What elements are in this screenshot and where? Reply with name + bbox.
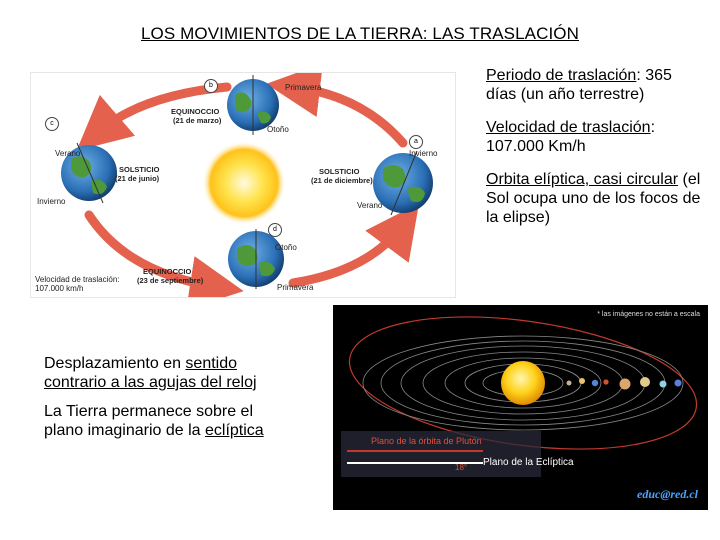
orbita-label: Orbita elíptica, casi circular (486, 171, 679, 188)
primavera-bottom-label: Primavera (277, 283, 314, 292)
periodo-label: Periodo de traslación (486, 67, 637, 84)
orbit-arrow-bottom-right (293, 225, 403, 283)
planet-2 (579, 378, 585, 384)
solar-system-graphic (333, 305, 708, 510)
marker-c: c (45, 117, 59, 131)
velocidad-paragraph (486, 118, 706, 156)
solsticio-left-label: SOLSTICIO (119, 165, 160, 174)
page-title: LOS MOVIMIENTOS DE LA TIERRA: LAS TRASLACIÓN (140, 24, 580, 43)
planet-8 (675, 380, 682, 387)
credit-label: educ@red.cl (637, 487, 698, 501)
left-text-column (44, 354, 296, 454)
plano-paragraph (44, 402, 296, 440)
otono-bottom-label: Otoño (275, 243, 297, 252)
angle-label: 18° (455, 463, 468, 472)
planet-7 (660, 381, 667, 388)
equinoccio-top-date: (21 de marzo) (173, 116, 222, 125)
verano-left-label: Verano (55, 149, 81, 158)
periodo-paragraph (486, 66, 706, 104)
pluto-plane-label: Plano de la órbita de Plutón (371, 436, 482, 446)
marker-b: b (204, 79, 218, 93)
sun-graphic-2 (501, 361, 545, 405)
equinoccio-top-label: EQUINOCCIO (171, 107, 220, 116)
planet-3 (592, 380, 598, 386)
otono-top-label: Otoño (267, 125, 289, 134)
velocidad-label-2: 107.000 km/h (35, 284, 84, 293)
seasons-diagram (30, 72, 456, 298)
desplazamiento-link: sentido contrario a las agujas del reloj (44, 355, 257, 391)
invierno-left-label: Invierno (37, 197, 66, 206)
plano-prefix: La Tierra permanece sobre el plano imaginario de la (44, 403, 253, 439)
invierno-right-label: Invierno (409, 149, 438, 158)
equinoccio-bottom-label: EQUINOCCIO (143, 267, 192, 276)
solsticio-right-label: SOLSTICIO (319, 167, 360, 176)
planet-4 (603, 379, 608, 384)
solsticio-right-date: (21 de diciembre) (311, 176, 373, 185)
marker-a: a (409, 135, 423, 149)
right-text-column (486, 66, 706, 241)
orbit-arrow-top-right (293, 87, 403, 143)
seasons-diagram-graphic (31, 73, 455, 297)
ecliptic-plane-label: Plano de la Eclíptica (483, 457, 574, 468)
planet-5 (620, 379, 631, 390)
equinoccio-bottom-date: (23 de septiembre) (137, 276, 204, 285)
sun-graphic (202, 141, 286, 225)
desplazamiento-paragraph (44, 354, 296, 392)
solsticio-left-date: (21 de junio) (115, 174, 160, 183)
solar-system-image (333, 305, 708, 510)
velocidad-value: : 107.000 Km/h (486, 119, 656, 155)
planet-6 (640, 377, 650, 387)
earth-bottom (228, 229, 284, 289)
marker-d: d (268, 223, 282, 237)
scale-note: * las imágenes no están a escala (597, 311, 700, 318)
orbita-value: (el Sol ocupa uno de los focos de la elipse) (486, 171, 701, 226)
velocidad-label: Velocidad de traslación (486, 119, 651, 136)
orbita-paragraph (486, 170, 706, 227)
velocidad-label-1: Velocidad de traslación: (35, 275, 120, 284)
planet-1 (567, 381, 572, 386)
desplazamiento-prefix: Desplazamiento en (44, 355, 186, 372)
plano-link: eclíptica (205, 422, 264, 439)
primavera-top-label: Primavera (285, 83, 322, 92)
periodo-value: : 365 días (un año terrestre) (486, 67, 672, 103)
verano-right-label: Verano (357, 201, 383, 210)
